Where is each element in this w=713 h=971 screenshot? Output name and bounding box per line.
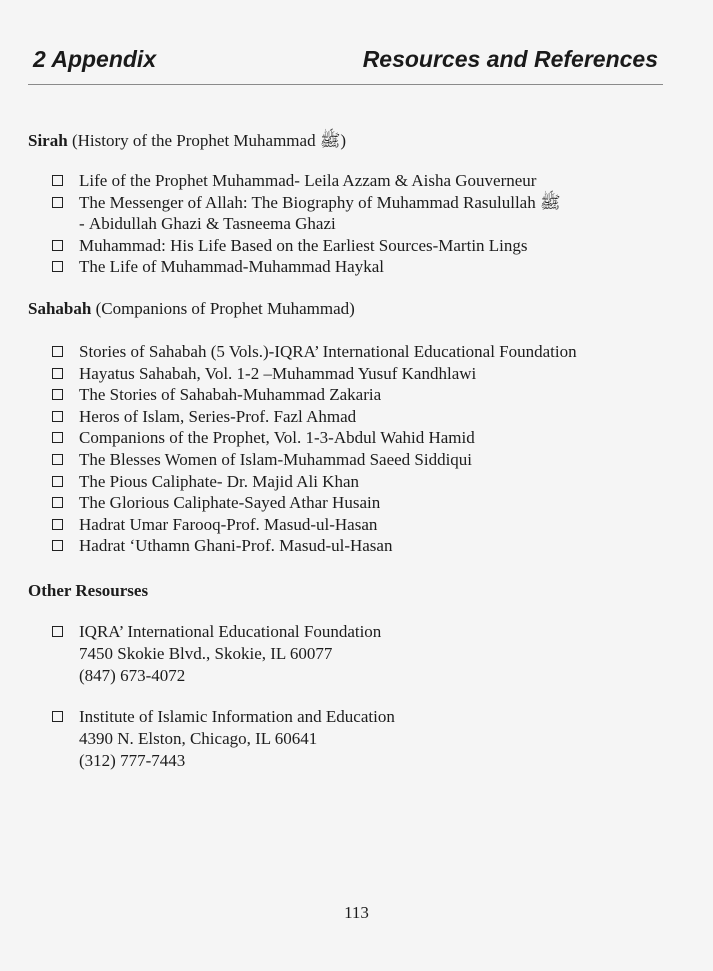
checkbox-icon	[52, 626, 63, 637]
checkbox-icon	[52, 175, 63, 186]
list-item: The Messenger of Allah: The Biography of Muhammad Rasulullah ﷺ - Abidullah Ghazi & Tasneema Ghazi	[52, 192, 561, 235]
checkbox-icon	[52, 711, 63, 722]
checkbox-icon	[52, 197, 63, 208]
address-entry	[52, 706, 395, 771]
checkbox-icon	[52, 432, 63, 443]
chapter-title: 2 Appendix	[33, 46, 157, 72]
page-number: 113	[344, 903, 369, 922]
other-resources-heading	[28, 581, 148, 601]
other-resources-title: Other Resourses	[28, 581, 149, 600]
sirah-list	[52, 170, 561, 278]
list-item: The Life of Muhammad-Muhammad Haykal	[52, 256, 561, 278]
list-item: The Blesses Women of Islam-Muhammad Saeed Siddiqui	[52, 449, 577, 471]
sirah-heading	[28, 130, 346, 155]
list-item: The Stories of Sahabah-Muhammad Zakaria	[52, 384, 577, 406]
list-item: Companions of the Prophet, Vol. 1-3-Abdul Wahid Hamid	[52, 427, 577, 449]
list-item: Hadrat Umar Farooq-Prof. Masud-ul-Hasan	[52, 514, 577, 536]
organization-name: IQRA’ International Educational Foundation	[79, 622, 382, 641]
checkbox-icon	[52, 476, 63, 487]
checkbox-icon	[52, 411, 63, 422]
sahabah-heading	[28, 299, 355, 319]
checkbox-icon	[52, 368, 63, 379]
sirah-title: Sirah	[28, 131, 68, 150]
list-item: Stories of Sahabah (5 Vols.)-IQRA’ International Educational Foundation	[52, 341, 577, 363]
checkbox-icon	[52, 261, 63, 272]
list-item: Heros of Islam, Series-Prof. Fazl Ahmad	[52, 406, 577, 428]
phone-number: (847) 673-4072	[79, 665, 186, 685]
address-entry	[52, 621, 381, 686]
checkbox-icon	[52, 497, 63, 508]
sirah-subtitle: (History of the Prophet Muhammad ﷺ)	[71, 131, 347, 150]
street-address: 7450 Skokie Blvd., Skokie, IL 60077	[79, 643, 333, 663]
checkbox-icon	[52, 454, 63, 465]
sahabah-subtitle: (Companions of Prophet Muhammad)	[95, 299, 355, 318]
sahabah-title: Sahabah	[28, 299, 92, 318]
list-item: Life of the Prophet Muhammad- Leila Azzam & Aisha Gouverneur	[52, 170, 561, 192]
organization-name: Institute of Islamic Information and Education	[79, 707, 395, 726]
list-item: Muhammad: His Life Based on the Earliest Sources-Martin Lings	[52, 235, 561, 257]
header-divider	[28, 84, 663, 85]
phone-number: (312) 777-7443	[79, 750, 186, 770]
list-item: The Pious Caliphate- Dr. Majid Ali Khan	[52, 471, 577, 493]
checkbox-icon	[52, 540, 63, 551]
list-item: The Glorious Caliphate-Sayed Athar Husain	[52, 492, 577, 514]
street-address: 4390 N. Elston, Chicago, IL 60641	[79, 728, 318, 748]
checkbox-icon	[52, 346, 63, 357]
list-item: Hayatus Sahabah, Vol. 1-2 –Muhammad Yusuf Kandhlawi	[52, 363, 577, 385]
list-item: Hadrat ‘Uthamn Ghani-Prof. Masud-ul-Hasan	[52, 535, 577, 557]
sahabah-list	[52, 341, 577, 557]
section-title: Resources and References	[362, 46, 658, 72]
checkbox-icon	[52, 519, 63, 530]
checkbox-icon	[52, 240, 63, 251]
checkbox-icon	[52, 389, 63, 400]
